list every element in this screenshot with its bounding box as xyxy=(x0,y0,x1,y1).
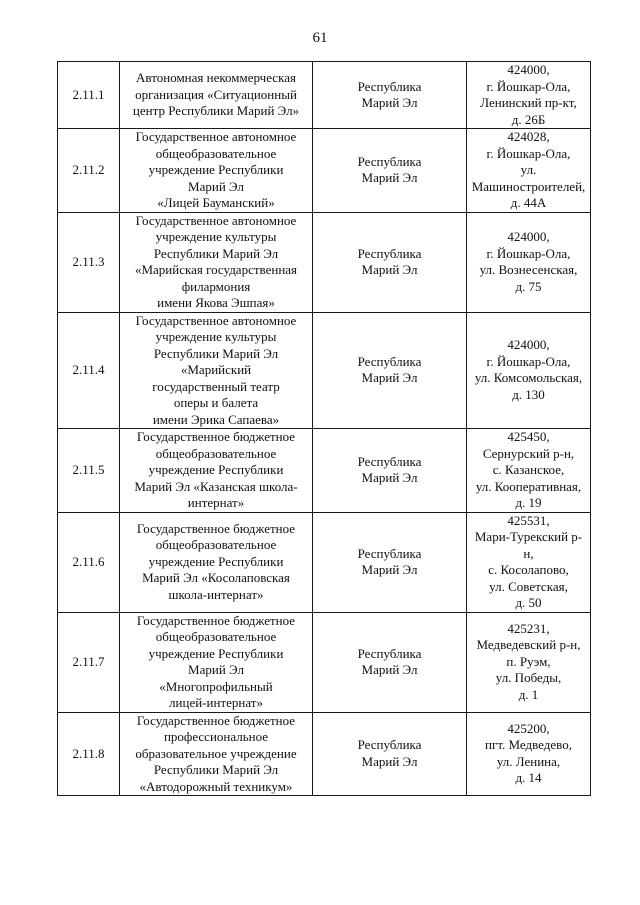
address: 425450, Сернурский р-н, с. Казанское, ул. Кооперативная, д. 19 xyxy=(467,429,591,513)
row-number: 2.11.7 xyxy=(58,612,120,712)
address: 424028, г. Йошкар-Ола, ул. Машиностроителей, д. 44А xyxy=(467,129,591,213)
address: 425231, Медведевский р-н, п. Руэм, ул. Победы, д. 1 xyxy=(467,612,591,712)
table-row xyxy=(58,512,591,612)
row-number: 2.11.3 xyxy=(58,212,120,312)
region: Республика Марий Эл xyxy=(313,512,467,612)
region: Республика Марий Эл xyxy=(313,212,467,312)
organization-name: Государственное бюджетное общеобразовательное учреждение Республики Марий Эл «Казанская школа- интернат» xyxy=(120,429,313,513)
organization-name: Государственное автономное учреждение культуры Республики Марий Эл «Марийская государственная филармония имени Якова Эшпая» xyxy=(120,212,313,312)
region: Республика Марий Эл xyxy=(313,429,467,513)
table-row xyxy=(58,62,591,129)
table-row xyxy=(58,612,591,712)
region: Республика Марий Эл xyxy=(313,129,467,213)
region: Республика Марий Эл xyxy=(313,612,467,712)
row-number: 2.11.4 xyxy=(58,312,120,429)
organization-name: Государственное бюджетное профессиональное образовательное учреждение Республики Марий Эл «Автодорожный техникум» xyxy=(120,712,313,796)
organization-name: Государственное автономное учреждение культуры Республики Марий Эл «Марийский государственный театр оперы и балета имени Эрика Сапаева» xyxy=(120,312,313,429)
page-number: 61 xyxy=(312,30,328,46)
table-row xyxy=(58,429,591,513)
address: 424000, г. Йошкар-Ола, ул. Вознесенская, д. 75 xyxy=(467,212,591,312)
address: 425531, Мари-Турекский р- н, с. Косолапово, ул. Советская, д. 50 xyxy=(467,512,591,612)
row-number: 2.11.1 xyxy=(58,62,120,129)
region: Республика Марий Эл xyxy=(313,712,467,796)
address: 424000, г. Йошкар-Ола, ул. Комсомольская, д. 130 xyxy=(467,312,591,429)
organization-name: Автономная некоммерческая организация «Ситуационный центр Республики Марий Эл» xyxy=(120,62,313,129)
organization-name: Государственное бюджетное общеобразовательное учреждение Республики Марий Эл «Многопрофильный лицей-интернат» xyxy=(120,612,313,712)
row-number: 2.11.8 xyxy=(58,712,120,796)
region: Республика Марий Эл xyxy=(313,62,467,129)
address: 424000, г. Йошкар-Ола, Ленинский пр-кт, д. 26Б xyxy=(467,62,591,129)
organization-name: Государственное автономное общеобразовательное учреждение Республики Марий Эл «Лицей Бауманский» xyxy=(120,129,313,213)
table-row xyxy=(58,312,591,429)
row-number: 2.11.6 xyxy=(58,512,120,612)
organizations-table xyxy=(57,61,591,796)
table-row xyxy=(58,129,591,213)
organization-name: Государственное бюджетное общеобразовательное учреждение Республики Марий Эл «Косолаповская школа-интернат» xyxy=(120,512,313,612)
row-number: 2.11.5 xyxy=(58,429,120,513)
row-number: 2.11.2 xyxy=(58,129,120,213)
table-row xyxy=(58,212,591,312)
region: Республика Марий Эл xyxy=(313,312,467,429)
table-row xyxy=(58,712,591,796)
address: 425200, пгт. Медведево, ул. Ленина, д. 14 xyxy=(467,712,591,796)
